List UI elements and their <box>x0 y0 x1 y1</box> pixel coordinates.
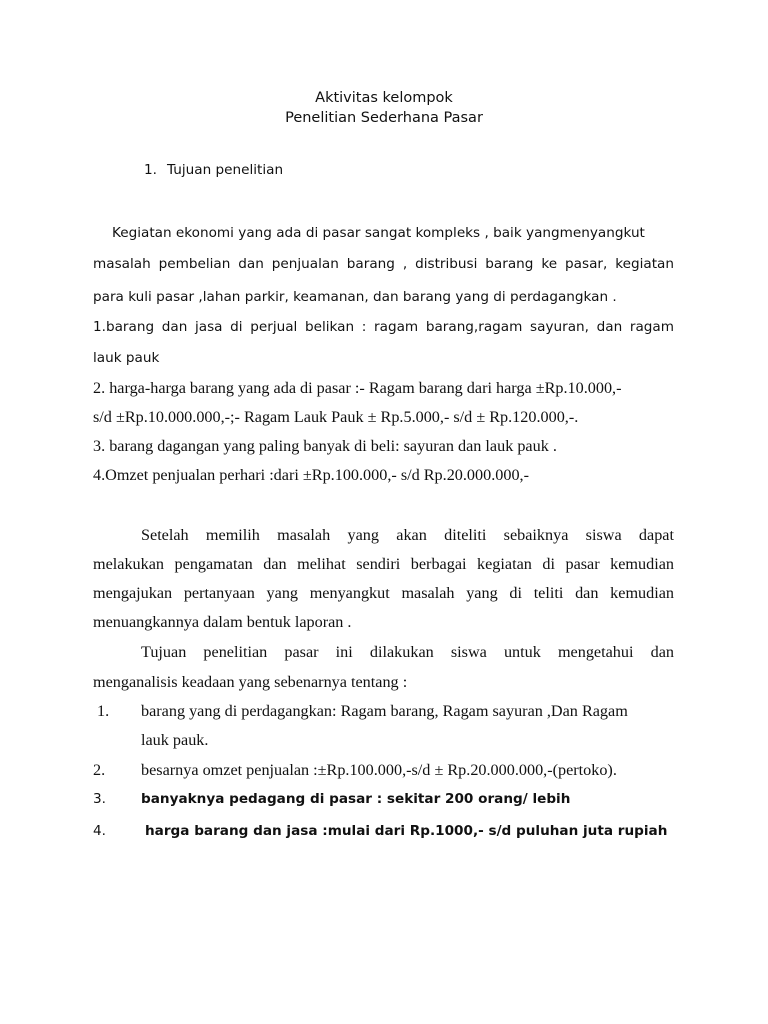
list-number: 4. <box>93 823 106 839</box>
list-number: 2. <box>93 761 106 779</box>
paragraph-line: menganalisis keadaan yang sebenarnya tentang : <box>93 673 408 691</box>
paragraph-line: melakukan pengamatan dan melihat sendiri berbagai kegiatan di pasar kemudian <box>93 555 674 573</box>
document-title: Aktivitas kelompok <box>315 90 453 106</box>
list-item: besarnya omzet penjualan :±Rp.100.000,-s/d ± Rp.20.000.000,-(pertoko). <box>141 761 617 779</box>
list-item: harga barang dan jasa :mulai dari Rp.1000,- s/d puluhan juta rupiah <box>145 823 668 839</box>
section-title: Tujuan penelitian <box>167 162 284 178</box>
intro-line: para kuli pasar ,lahan parkir, keamanan, dan barang yang di perdagangkan . <box>93 289 617 305</box>
list-item: lauk pauk. <box>141 731 209 749</box>
list-item: barang yang di perdagangkan: Ragam barang, Ragam sayuran ,Dan Ragam <box>141 702 628 720</box>
finding-item: 2. harga-harga barang yang ada di pasar :- Ragam barang dari harga ±Rp.10.000,- <box>93 379 622 397</box>
paragraph-line: mengajukan pertanyaan yang menyangkut masalah yang di teliti dan kemudian <box>93 584 674 602</box>
finding-item: lauk pauk <box>93 350 160 366</box>
list-number: 1. <box>97 702 110 720</box>
list-number: 3. <box>93 791 106 807</box>
paragraph-line: Tujuan penelitian pasar ini dilakukan siswa untuk mengetahui dan <box>141 643 674 661</box>
list-item: banyaknya pedagang di pasar : sekitar 200 orang/ lebih <box>141 791 571 807</box>
document-subtitle: Penelitian Sederhana Pasar <box>285 110 483 126</box>
finding-item: s/d ±Rp.10.000.000,-;- Ragam Lauk Pauk ± Rp.5.000,- s/d ± Rp.120.000,-. <box>93 408 579 426</box>
intro-line: masalah pembelian dan penjualan barang , distribusi barang ke pasar, kegiatan <box>93 256 674 272</box>
paragraph-line: menuangkannya dalam bentuk laporan . <box>93 613 352 631</box>
intro-line: Kegiatan ekonomi yang ada di pasar sangat kompleks , baik yangmenyangkut <box>112 225 645 241</box>
finding-item: 4.Omzet penjualan perhari :dari ±Rp.100.000,- s/d Rp.20.000.000,- <box>93 466 529 484</box>
finding-item: 3. barang dagangan yang paling banyak di beli: sayuran dan lauk pauk . <box>93 437 557 455</box>
paragraph-line: Setelah memilih masalah yang akan diteliti sebaiknya siswa dapat <box>141 526 674 544</box>
finding-item: 1.barang dan jasa di perjual belikan : ragam barang,ragam sayuran, dan ragam <box>93 319 674 335</box>
section-number: 1. <box>144 162 157 178</box>
